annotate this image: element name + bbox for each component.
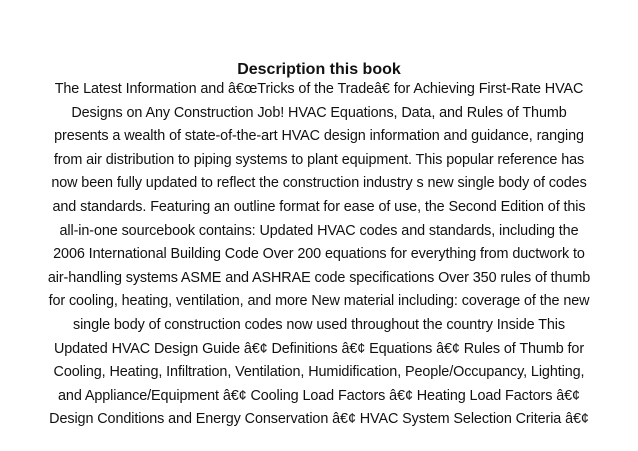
- description-line: from air distribution to piping systems to plant equipment. This popular reference has: [53, 151, 585, 168]
- description-line: presents a wealth of state-of-the-art HVAC design information and guidance, ranging: [54, 128, 584, 145]
- description-line: and standards. Featuring an outline format for ease of use, the Second Edition of this: [52, 198, 586, 215]
- description-line: The Latest Information and â€œTricks of the Tradeâ€ for Achieving First-Rate HVAC: [54, 81, 584, 97]
- description-line: Updated HVAC Design Guide â€¢ Definitions â€¢ Equations â€¢ Rules of Thumb for: [53, 340, 585, 357]
- description-line: Design Conditions and Energy Conservation â€¢ HVAC System Selection Criteria â€¢: [49, 411, 589, 428]
- description-text: [0, 78, 638, 432]
- description-line: air-handling systems ASME and ASHRAE code specifications Over 350 rules of thumb: [47, 269, 591, 286]
- description-line: for cooling, heating, ventilation, and more New material including: coverage of the new: [48, 293, 590, 310]
- description-line: 2006 International Building Code Over 200 equations for everything from ductwork to: [53, 246, 585, 263]
- description-line: now been fully updated to reflect the construction industry s new single body of codes: [51, 175, 587, 192]
- page-title: Description this book: [237, 61, 401, 78]
- description-line: all-in-one sourcebook contains: Updated HVAC codes and standards, including the: [59, 222, 579, 239]
- description-line: Designs on Any Construction Job! HVAC Equations, Data, and Rules of Thumb: [71, 104, 567, 121]
- description-line: single body of construction codes now used throughout the country Inside This: [72, 316, 566, 333]
- description-line: and Appliance/Equipment â€¢ Cooling Load Factors â€¢ Heating Load Factors â€¢: [58, 387, 580, 404]
- description-line: Cooling, Heating, Infiltration, Ventilation, Humidification, People/Occupancy, Lighting,: [53, 364, 585, 381]
